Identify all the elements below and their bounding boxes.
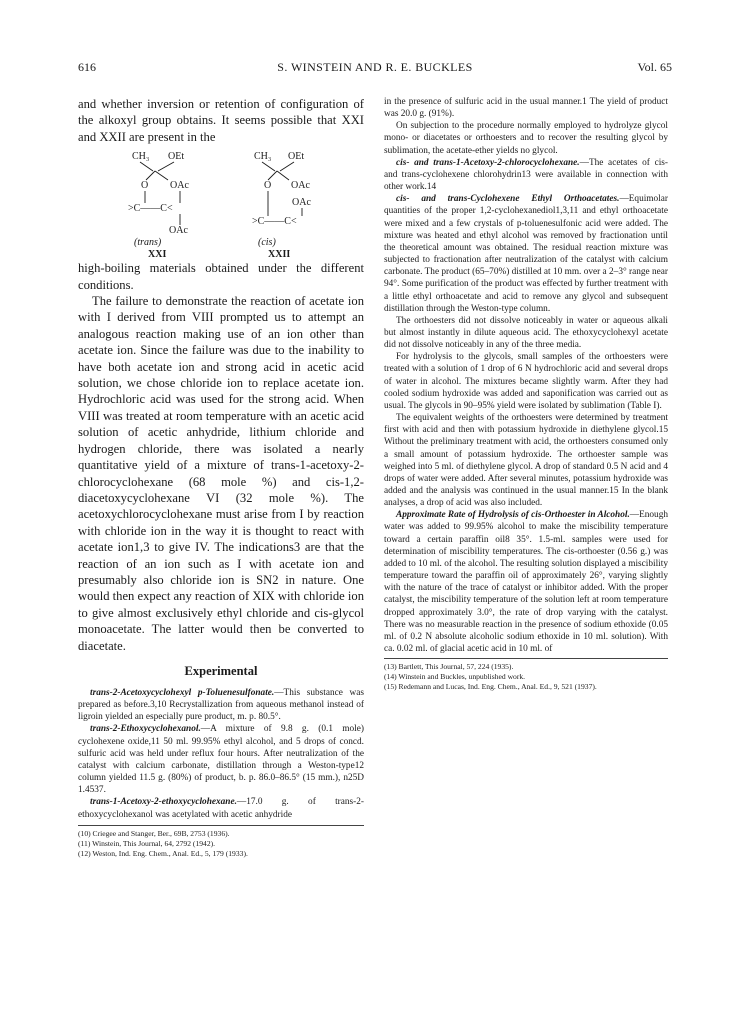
body-paragraph: The orthoesters did not dissolve noticeably in water or aqueous alkali but almost instantly in dilute aqueous acid. The ethoxycyclohexyl acetate did not dissolve noticeably in any of the three media. bbox=[384, 315, 668, 351]
xxi-bond bbox=[158, 162, 174, 171]
xxi-bond bbox=[146, 171, 155, 180]
entry-heading: trans-1-Acetoxy-2-ethoxycyclohexane. bbox=[90, 797, 237, 808]
entry-heading: Approximate Rate of Hydrolysis of cis-Orthoester in Alcohol. bbox=[396, 510, 630, 521]
xxi-tag: (trans) bbox=[134, 237, 162, 249]
experimental-entry bbox=[384, 157, 668, 193]
xxii-label: XXII bbox=[268, 249, 291, 258]
footnote: (12) Weston, Ind. Eng. Chem., Anal. Ed., 5, 179 (1933). bbox=[78, 848, 248, 858]
entry-body: —Equimolar quantities of the proper 1,2-cyclohexanediol1,3,11 and ethyl orthoacetate were mixed and a few crystals of p-toluenesulfonic acid were added. The mixture was heated and ethyl alcohol was removed by fractionation until the theoretical amount was obtained. The residual reaction mixture was subjected to fractionation after neutralization of the catalyst with calcium carbonate. The product (65–70%) distilled at 10 mm. over a 2–3° range near 94°. Some purification of the product was effected by further treatment with a little ethyl orthoacetate and acid to remove any glycol and subsequent distillation through the Weston-type column. bbox=[384, 194, 668, 314]
volume-label: Vol. 65 bbox=[637, 60, 672, 74]
body-paragraph: On subjection to the procedure normally employed to hydrolyze glycol mono- or diacetates or orthoesters and to recover the resulting glycol by sublimation, the acetate-ether yields no glycol. bbox=[384, 121, 668, 156]
body-paragraph: For hydrolysis to the glycols, small samples of the orthoesters were treated with a solution of 1 drop of 6 N hydrochloric acid and several drops of water in alcohol. The mixtures became slightly warm. After they had cooled sodium hydroxide was added and saponification was carried out as usual. The glycols in 90–95% yield were isolated by sublimation (Table I). bbox=[384, 352, 668, 411]
running-header bbox=[78, 60, 672, 76]
experimental-entry bbox=[78, 687, 364, 723]
continued-paragraph: in the presence of sulfuric acid in the usual manner.1 The yield of product was 20.0 g. (91%). bbox=[384, 97, 668, 120]
footnote: (10) Criegee and Stanger, Ber., 69B, 2753 (1936). bbox=[78, 828, 230, 838]
entry-body: —The acetates of cis- and trans-cyclohexene chlorohydrin13 were available in connection with other work.14 bbox=[384, 157, 668, 193]
entry-body: —A mixture of 9.8 g. (0.1 mole) cyclohexene oxide,11 50 ml. 99.95% ethyl alcohol, and 5 drops of concd. sulfuric acid was held under reflux four hours. After neutralization of the catalyst with calcium carbonate, distillation through a Weston-type12 column yielded 11.5 g. (80%) of product, b. p. 86.0–86.5° (15 mm.), n25D 1.4537. bbox=[78, 724, 364, 796]
footnote-rule bbox=[384, 658, 668, 659]
experimental-entry bbox=[78, 796, 364, 820]
structure-figure bbox=[78, 147, 364, 257]
experimental-entry bbox=[384, 509, 668, 655]
entry-heading: trans-2-Ethoxycyclohexanol. bbox=[90, 724, 201, 735]
page-number: 616 bbox=[78, 60, 96, 74]
right-column bbox=[384, 96, 668, 692]
footnote: (15) Redemann and Lucas, Ind. Eng. Chem., Anal. Ed., 9, 521 (1937). bbox=[384, 682, 597, 692]
left-column bbox=[78, 96, 364, 859]
footnote: (13) Bartlett, This Journal, 57, 224 (1935). bbox=[384, 662, 514, 672]
xxi-o: O bbox=[141, 180, 149, 192]
xxii-bond bbox=[268, 171, 277, 180]
xxi-label: XXI bbox=[148, 249, 167, 258]
xxii-bond bbox=[280, 162, 294, 171]
xxi-bond bbox=[155, 171, 168, 180]
xxi-bond bbox=[140, 162, 153, 171]
xxii-oac1: OAc bbox=[291, 180, 310, 192]
experimental-entry bbox=[78, 723, 364, 796]
entry-heading: trans-2-Acetoxycyclohexyl p-Toluenesulfonate. bbox=[90, 687, 275, 698]
xxii-ch3: CH₃ bbox=[254, 151, 272, 163]
xxii-c-row: >C——C< bbox=[252, 216, 297, 228]
experimental-entry bbox=[384, 193, 668, 315]
intro-paragraph: and whether inversion or retention of configuration of the alkoxyl group obtains. It seems possible that XXI and XXII are present in the bbox=[78, 97, 364, 144]
entry-body: —Enough water was added to 99.95% alcohol to make the miscibility temperature toward a certain paraffin oil8 35°. 1.5-ml. samples were used for determination of miscibility temperatures. The cis-orthoester (0.56 g.) was added to 10 ml. of the alcohol. The resulting solution displayed a miscibility temperature toward the paraffin oil of approximately 26°, varying slightly with the nature of the trace of catalyst or inhibitor added. With the proper catalyst, the miscibility temperature of the solution left at room temperature dropped approximately 3.0°, the rate of drop varying with the catalyst. There was no measurable reaction in the presence of sodium ethoxide (0.05 ml. of 0.2 N absolute alcoholic sodium ethoxide in 10 ml. solution). With ca. 0.02 ml. of glacial acetic acid in 10 ml. of bbox=[384, 510, 668, 655]
xxi-ch3: CH₃ bbox=[132, 151, 150, 163]
entry-heading: cis- and trans-1-Acetoxy-2-chlorocyclohexane. bbox=[396, 157, 580, 168]
running-head-authors: S. WINSTEIN AND R. E. BUCKLES bbox=[277, 60, 473, 74]
conditions-paragraph: high-boiling materials obtained under the different conditions. bbox=[78, 261, 364, 292]
body-paragraph: The equivalent weights of the orthoesters were determined by treatment first with acid and then with potassium hydroxide in diethylene glycol.15 Without the preliminary treatment with acid, the orthoesters consumed only a small amount of potassium hydroxide. The orthoester sample was weighed into 5 ml. of diethylene glycol. A drop of standard 0.5 N acid and 4 drops of water were added. After several minutes, potassium hydroxide was added and the analysis was continued in the usual manner.15 In the blank analyses, a drop of acid was also included. bbox=[384, 413, 668, 509]
xxi-oet: OEt bbox=[168, 151, 185, 163]
footnote: (14) Winstein and Buckles, unpublished work. bbox=[384, 672, 526, 682]
footnote: (11) Winstein, This Journal, 64, 2792 (1942). bbox=[78, 838, 216, 848]
xxii-o: O bbox=[264, 180, 272, 192]
xxi-oac2: OAc bbox=[169, 225, 188, 237]
xxii-bond bbox=[277, 171, 289, 180]
footnote-rule bbox=[78, 825, 364, 826]
chloride-paragraph: The failure to demonstrate the reaction of acetate ion with I derived from VIII prompted us to attempt an analogous reaction making use of an ion other than acetate ion. Since the failure was due to the inability to have both acetate ion and strong acid in acetic acid solution, we chose chloride ion to replace acetate ion. Hydrochloric acid was used for the strong acid. When VIII was treated at room temperature with an acetic acid solution of acetic anhydride, lithium chloride and hydrogen chloride, there was isolated a nearly quantitative yield of a mixture of trans-1-acetoxy-2-chlorocyclohexane (68 mole %) and cis-1,2-diacetoxycyclohexane VI (32 mole %). The acetoxychlorocyclohexane must arise from I by reaction with chloride ion in the way it is thought to react with acetate ion1,3 to give IV. The indications3 are that the reaction of an ion such as I with acetate ion and presumably also chloride ion is SN2 in nature. One would then expect any reaction of XIX with chloride ion to give almost exclusively ethyl chloride and cis-glycol monoacetate. The latter would then be converted to diacetate. bbox=[78, 294, 364, 653]
xxii-bond bbox=[262, 162, 275, 171]
xxi-c-row: >C——C< bbox=[128, 203, 173, 215]
xxi-oac1: OAc bbox=[170, 180, 189, 192]
section-heading: Experimental bbox=[184, 663, 258, 678]
structures-svg bbox=[78, 147, 364, 257]
xxii-tag: (cis) bbox=[258, 237, 276, 249]
xxii-oet: OEt bbox=[288, 151, 305, 163]
xxii-oac-top: OAc bbox=[292, 197, 311, 209]
entry-body: —17.0 g. of trans-2-ethoxycyclohexanol was acetylated with acetic anhydride bbox=[78, 797, 364, 820]
entry-body: —This substance was prepared as before.3,10 Recrystallization from aqueous methanol instead of ligroin yielded an especially pure product, m. p. 80.5°. bbox=[78, 687, 364, 723]
entry-heading: cis- and trans-Cyclohexene Ethyl Orthoacetates. bbox=[396, 194, 620, 205]
